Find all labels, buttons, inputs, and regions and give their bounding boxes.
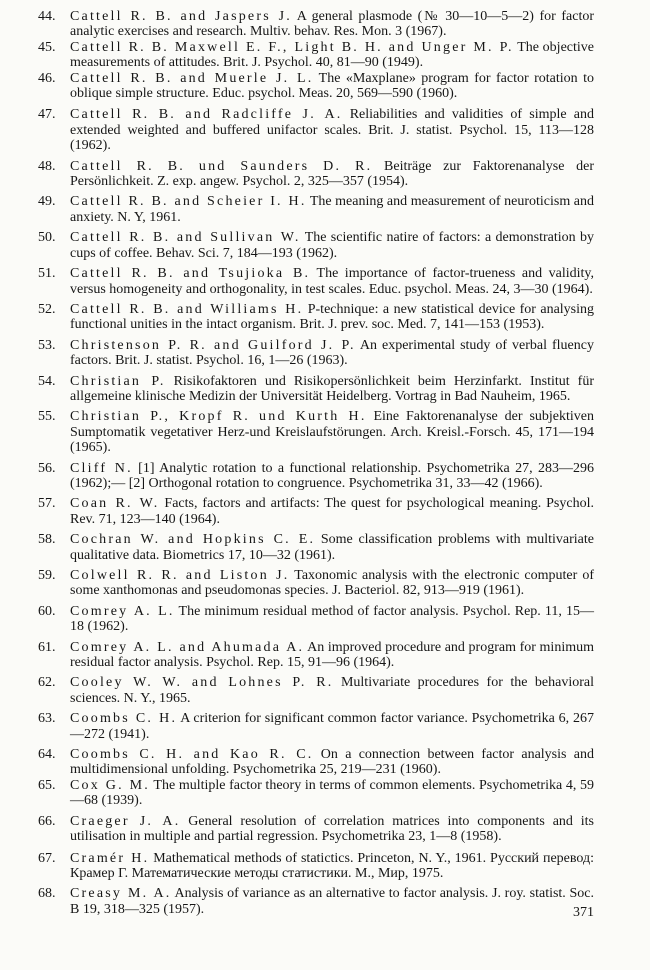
reference-number: 58. [38, 532, 56, 548]
reference-number: 51. [38, 266, 56, 282]
reference-authors: Coombs C. H. [70, 711, 178, 727]
reference-60 [38, 604, 594, 635]
reference-48 [38, 159, 594, 190]
reference-66 [38, 814, 594, 845]
reference-citation: General resolution of correlation matrices into components and its utilisation in multiple and partial regression. Psychometrika 23, 1—8 (1958). [70, 813, 594, 845]
reference-number: 52. [38, 301, 56, 317]
reference-citation: P-technique: a new statistical device for analysing functional unities in the intact organism. Brit. J. prev. soc. Med. 7, 141—153 (1953). [70, 301, 595, 333]
reference-authors: Christian P. [70, 373, 166, 389]
reference-58 [38, 532, 594, 563]
reference-citation: An experimental study of verbal fluency factors. Brit. J. statist. Psychol. 16, 1—26 (1963). [70, 337, 594, 369]
reference-authors: Comrey A. L. and Ahumada A. [70, 639, 305, 655]
reference-number: 47. [38, 107, 56, 123]
reference-65 [38, 778, 594, 809]
reference-number: 61. [38, 639, 56, 655]
reference-number: 44. [38, 9, 56, 24]
reference-citation: Risikofaktoren und Risikopersönlichkeit beim Herzinfarkt. Institut für allgemeine klinische Medizin der Universität Heidelberg. Vortrag in Bad Nauheim, 1965. [70, 373, 595, 404]
reference-text [70, 409, 594, 455]
reference-citation: Eine Faktorenanalyse der subjektiven Sumptomatik vegetativer Herz-und Kreislaufstörungen. Arch. Kreisl.-Forsch. 45, 171—194 (1965). [70, 409, 594, 456]
reference-47 [38, 107, 594, 153]
reference-54 [38, 374, 594, 405]
reference-text [70, 747, 594, 778]
reference-number: 53. [38, 337, 56, 353]
reference-number: 54. [38, 373, 56, 389]
reference-authors: Cattell R. B. und Saunders D. R. [70, 158, 373, 174]
reference-authors: Cattell R. B. and Scheier I. H. [70, 194, 307, 210]
reference-text [70, 159, 594, 190]
reference-number: 49. [38, 194, 56, 210]
reference-authors: Colwell R. R. and Liston J. [70, 568, 290, 583]
reference-text [70, 640, 594, 671]
reference-citation: An improved procedure and program for minimum residual factor analysis. Psychol. Rep. 15, 91—96 (1964). [70, 639, 594, 671]
reference-authors: Cattell R. B. and Jaspers J. [70, 9, 292, 24]
reference-authors: Cattell R. B. Maxwell E. F., Light B. H. and Unger M. P. [70, 39, 514, 55]
page-number: 371 [573, 905, 594, 920]
reference-number: 63. [38, 711, 56, 727]
reference-authors: Cooley W. W. and Lohnes P. R. [70, 675, 334, 691]
reference-62 [38, 675, 594, 706]
reference-51 [38, 266, 594, 297]
reference-authors: Cattell R. B. and Muerle J. L. [70, 70, 314, 86]
reference-authors: Cattell R. B. and Radcliffe J. A. [70, 107, 343, 123]
reference-text [70, 71, 594, 102]
reference-authors: Cattell R. B. and Williams H. [70, 301, 304, 317]
reference-authors: Cochran W. and Hopkins C. E. [70, 532, 316, 548]
reference-citation: Taxonomic analysis with the electronic computer of some xanthomonas and pseudomonas species. J. Bacteriol. 82, 913—919 (1961). [70, 568, 594, 599]
reference-citation: Multivariate procedures for the behavioral sciences. N. Y., 1965. [70, 675, 595, 706]
reference-57 [38, 496, 594, 527]
reference-number: 67. [38, 850, 56, 866]
reference-authors: Christian P., Kropf R. und Kurth H. [70, 409, 367, 425]
reference-text [70, 230, 594, 261]
reference-67 [38, 851, 594, 882]
reference-text [70, 814, 594, 845]
reference-text [70, 338, 594, 369]
reference-46 [38, 71, 594, 102]
reference-authors: Coombs C. H. and Kao R. C. [70, 747, 314, 763]
reference-49 [38, 194, 594, 225]
reference-authors: Craeger J. A. [70, 813, 181, 829]
reference-authors: Creasy M. A. [70, 886, 172, 902]
reference-text [70, 604, 594, 635]
reference-text [70, 194, 594, 225]
reference-citation: [1] Analytic rotation to a functional relationship. Psychometrika 27, 283—296 (1962);— [2] Orthogonal rotation to congruence. Psychometrika 31, 33—42 (1966). [70, 460, 594, 491]
reference-number: 65. [38, 777, 56, 793]
reference-number: 59. [38, 568, 56, 583]
reference-text [70, 532, 594, 563]
reference-number: 50. [38, 230, 56, 246]
reference-citation: The «Maxplane» program for factor rotation to oblique simple structure. Educ. psychol. Meas. 20, 569—590 (1960). [70, 70, 594, 102]
reference-citation: The multiple factor theory in terms of common elements. Psychometrika 4, 59—68 (1939). [70, 777, 595, 809]
reference-citation: The objective measurements of attitudes. Brit. J. Psychol. 40, 81—90 (1949). [70, 39, 594, 71]
reference-text [70, 40, 594, 71]
reference-citation: On a connection between factor analysis and multidimensional unfolding. Psychometrika 25, 219—231 (1960). [70, 747, 595, 778]
reference-authors: Cattell R. B. and Sullivan W. [70, 230, 301, 246]
reference-63 [38, 711, 594, 742]
reference-number: 48. [38, 158, 56, 174]
reference-number: 56. [38, 460, 56, 476]
reference-citation: Mathematical methods of statictics. Princeton, N. Y., 1961. Русский перевод: Крамер Г. Математические методы статистики. М., Мир, 1975. [70, 850, 594, 881]
reference-authors: Comrey A. L. [70, 603, 175, 619]
reference-number: 62. [38, 675, 56, 691]
reference-citation: The meaning and measurement of neuroticism and anxiety. N. Y, 1961. [70, 194, 594, 225]
reference-56 [38, 461, 594, 492]
reference-citation: Beiträge zur Faktorenanalyse der Persönlichkeit. Z. exp. angew. Psychol. 2, 325—357 (1954). [70, 158, 595, 190]
reference-number: 57. [38, 496, 56, 512]
reference-text [70, 107, 594, 153]
reference-citation: Some classification problems with multivariate qualitative data. Biometrics 17, 10—32 (1961). [70, 532, 594, 563]
reference-citation: A general plasmode (№ 30—10—5—2) for factor analytic exercises and research. Multiv. behav. Res. Mon. 3 (1967). [70, 9, 594, 40]
reference-authors: Christenson P. R. and Guilford J. P. [70, 337, 356, 353]
reference-text [70, 374, 594, 405]
reference-number: 46. [38, 70, 56, 86]
reference-authors: Cox G. M. [70, 777, 150, 793]
reference-53 [38, 338, 594, 369]
reference-citation: A criterion for significant common factor variance. Psychometrika 6, 267—272 (1941). [70, 711, 594, 742]
reference-text [70, 266, 594, 297]
reference-authors: Cliff N. [70, 460, 133, 476]
reference-citation: The minimum residual method of factor analysis. Psychol. Rep. 11, 15—18 (1962). [70, 603, 594, 635]
reference-50 [38, 230, 594, 261]
reference-text [70, 496, 594, 527]
reference-list [38, 9, 594, 917]
reference-text [70, 9, 594, 40]
reference-citation: Facts, factors and artifacts: The quest for psychological meaning. Psychol. Rev. 71, 123—140 (1964). [70, 496, 594, 527]
reference-text [70, 461, 594, 492]
reference-number: 68. [38, 886, 56, 902]
reference-text [70, 851, 594, 882]
reference-44 [38, 9, 594, 40]
reference-55 [38, 409, 594, 455]
reference-45 [38, 40, 594, 71]
reference-text [70, 886, 594, 917]
reference-61 [38, 640, 594, 671]
reference-number: 55. [38, 409, 56, 425]
reference-52 [38, 302, 594, 333]
reference-text [70, 778, 594, 809]
reference-number: 64. [38, 747, 56, 763]
reference-citation: Reliabilities and validities of simple and extended weighted and buffered unifactor scales. Brit. J. statist. Psychol. 15, 113—128 (1962). [70, 107, 595, 154]
reference-citation: Analysis of variance as an alternative to factor analysis. J. roy. statist. Soc. B 19, 318—325 (1957). [70, 886, 595, 917]
reference-text [70, 711, 594, 742]
reference-64 [38, 747, 594, 778]
reference-68 [38, 886, 594, 917]
reference-59 [38, 568, 594, 599]
reference-authors: Cattell R. B. and Tsujioka B. [70, 266, 311, 282]
reference-text [70, 302, 594, 333]
reference-number: 45. [38, 39, 56, 55]
reference-number: 60. [38, 603, 56, 619]
reference-number: 66. [38, 813, 56, 829]
reference-authors: Coan R. W. [70, 496, 160, 512]
reference-citation: The importance of factor-trueness and validity, versus homogeneity and orthogonality, in test scales. Educ. psychol. Meas. 24, 3—30 (1964). [70, 266, 594, 297]
reference-text [70, 675, 594, 706]
reference-authors: Cramér H. [70, 850, 150, 866]
reference-text [70, 568, 594, 599]
reference-citation: The scientific natire of factors: a demonstration by cups of coffee. Behav. Sci. 7, 184—193 (1962). [70, 230, 594, 261]
